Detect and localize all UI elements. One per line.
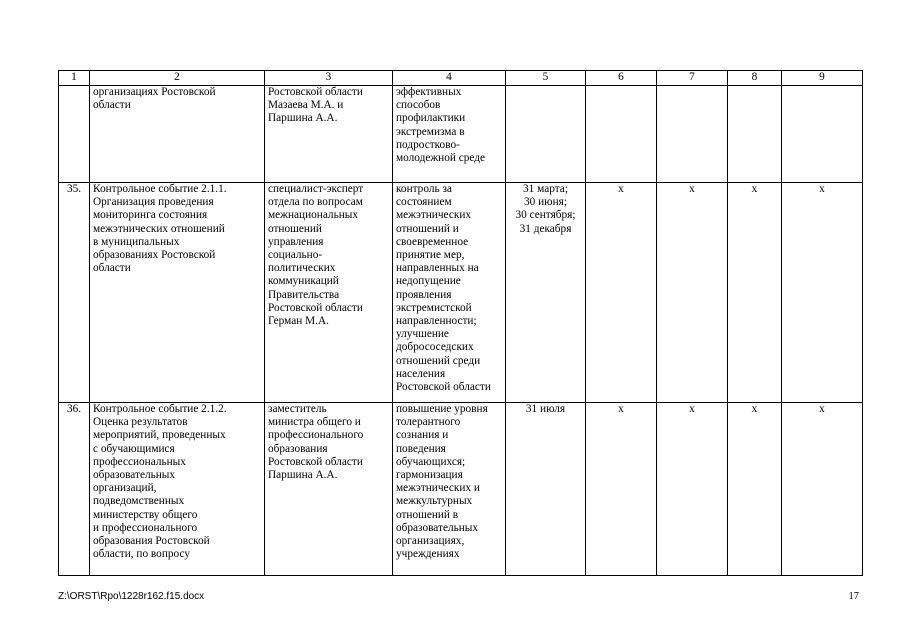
mark-cell: x [728,183,782,403]
mark-cell: x [586,403,657,576]
plan-table [58,70,863,576]
column-number: 3 [265,71,393,86]
table-row [59,86,863,183]
column-number: 8 [728,71,782,86]
date-cell: 31 марта; 30 июня; 30 сентября; 31 декабря [506,183,586,403]
mark-cell: x [657,403,728,576]
column-number: 5 [506,71,586,86]
event-cell: организациях Ростовской области [90,86,265,183]
result-cell: контроль за состоянием межэтнических отношений и своевременное принятие мер, направленных на недопущение проявления экстремистской направленности; улучшение добрососедских отношений среди населения Ростовской области [393,183,506,403]
mark-cell [782,86,863,183]
responsible-cell: заместитель министра общего и профессионального образования Ростовской области Паршина А.А. [265,403,393,576]
result-cell: эффективных способов профилактики экстремизма в подростково- молодежной среде [393,86,506,183]
file-path: Z:\ORST\Rpo\1228r162.f15.docx [58,591,205,602]
mark-cell: x [782,183,863,403]
page-number: 17 [848,591,859,602]
mark-cell [728,86,782,183]
table-row [59,183,863,403]
column-number: 1 [59,71,90,86]
responsible-cell: Ростовской области Мазаева М.А. и Паршина А.А. [265,86,393,183]
column-number: 4 [393,71,506,86]
mark-cell: x [782,403,863,576]
row-number: 36. [59,403,90,576]
mark-cell [657,86,728,183]
date-cell [506,86,586,183]
date-cell: 31 июля [506,403,586,576]
column-number: 6 [586,71,657,86]
column-number: 2 [90,71,265,86]
row-number [59,86,90,183]
mark-cell [586,86,657,183]
column-number: 7 [657,71,728,86]
responsible-cell: специалист-эксперт отдела по вопросам межнациональных отношений управления социально- политических коммуникаций Правительства Ростовской области Герман М.А. [265,183,393,403]
column-number: 9 [782,71,863,86]
document-page [58,70,862,576]
row-number: 35. [59,183,90,403]
event-cell: Контрольное событие 2.1.1. Организация проведения мониторинга состояния межэтнических отношений в муниципальных образованиях Ростовской области [90,183,265,403]
mark-cell: x [728,403,782,576]
result-cell: повышение уровня толерантного сознания и поведения обучающихся; гармонизация межэтнических и межкультурных отношений в образовательных организациях, учреждениях [393,403,506,576]
mark-cell: x [657,183,728,403]
table-row [59,403,863,576]
event-cell: Контрольное событие 2.1.2. Оценка результатов мероприятий, проведенных с обучающимися профессиональных образовательных организаций, подведомственных министерству общего и профессионального образования Ростовской области, по вопросу [90,403,265,576]
mark-cell: x [586,183,657,403]
column-number-row [59,71,863,86]
